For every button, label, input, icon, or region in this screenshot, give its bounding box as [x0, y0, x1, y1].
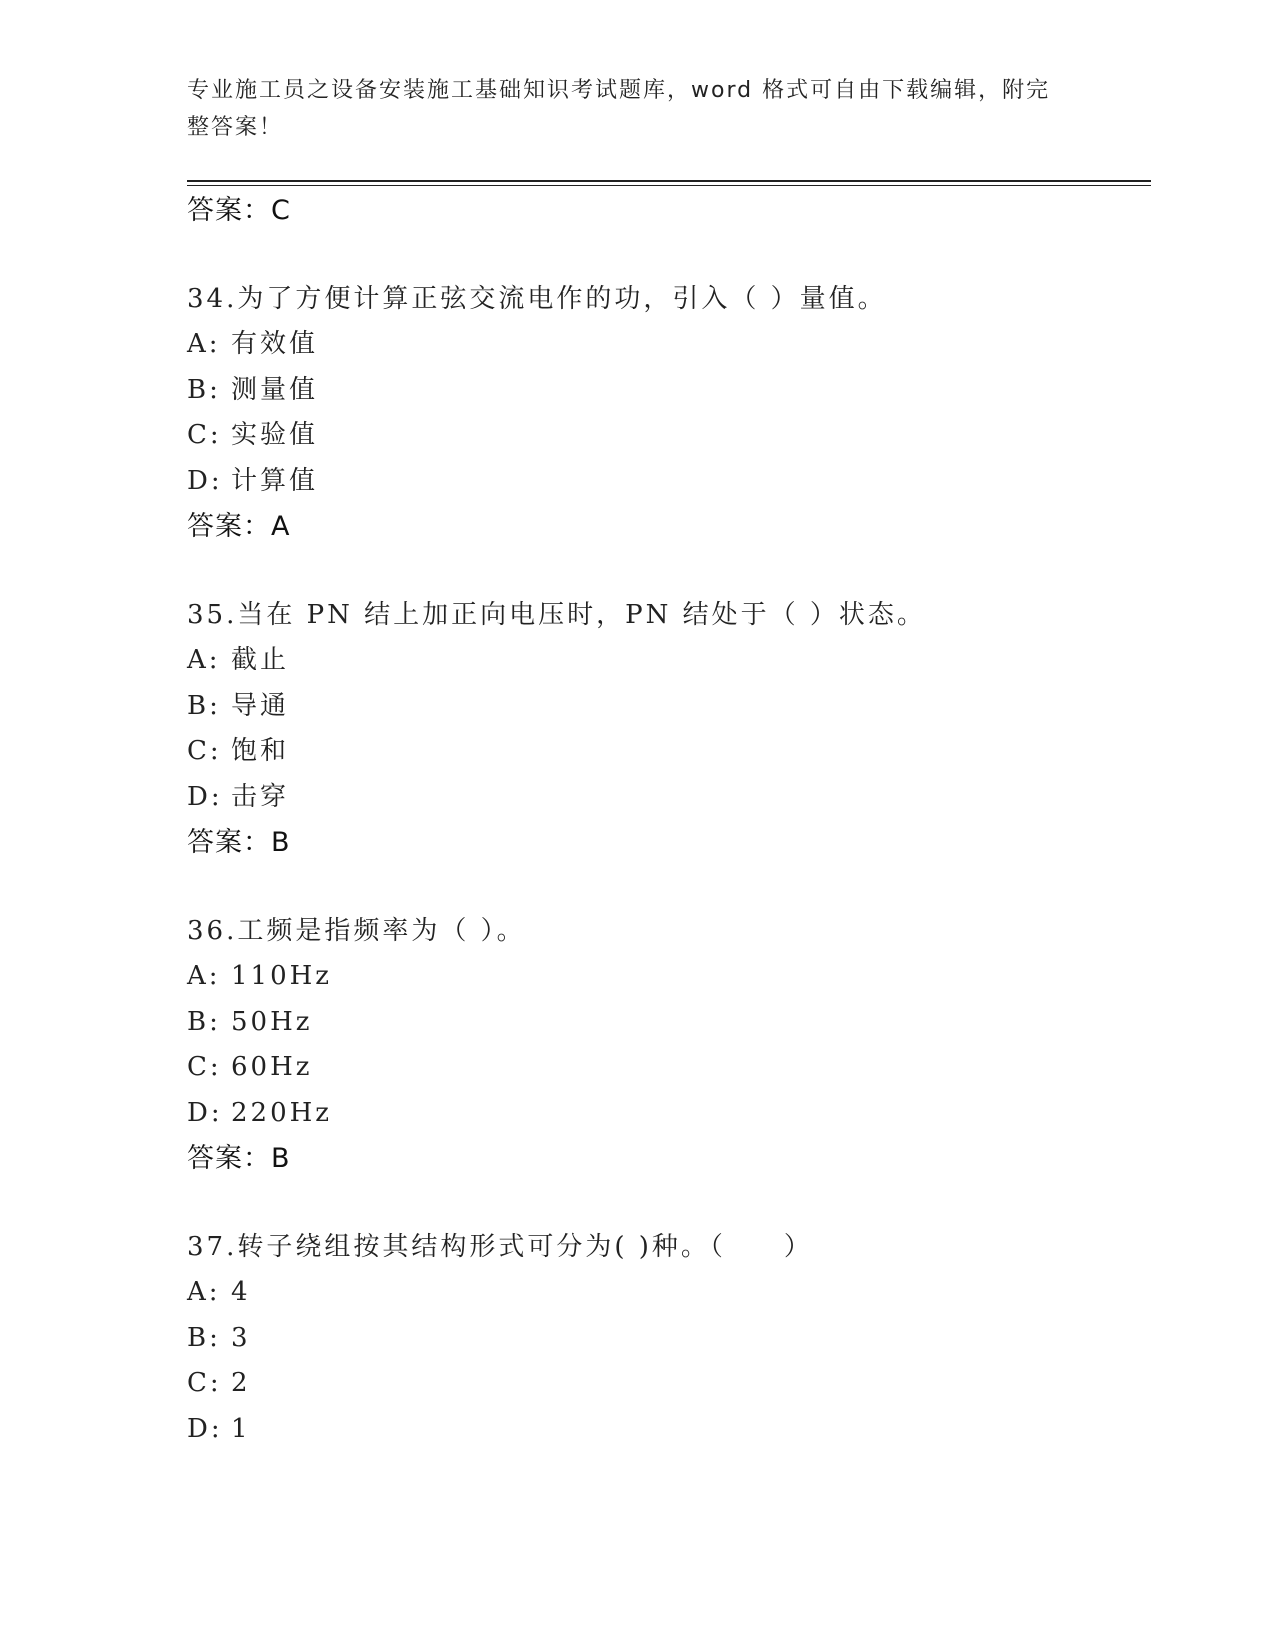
option-b [187, 684, 1151, 730]
option-text: 2 [231, 1368, 251, 1398]
option-letter: C: [187, 736, 222, 766]
option-a [187, 638, 1151, 684]
option-text: 有效值 [231, 329, 319, 359]
question-answer: 答案：A [187, 511, 291, 542]
question-34 [187, 276, 1151, 550]
option-text: 导通 [231, 690, 290, 721]
question-answer: 答案：B [187, 1143, 291, 1174]
option-a [187, 1270, 1151, 1316]
option-letter: A: [187, 1277, 221, 1307]
option-text: 击穿 [231, 781, 290, 812]
option-letter: B: [187, 1006, 221, 1037]
question-text: 37.转子绕组按其结构形式可分为( )种。（ ） [187, 1232, 813, 1262]
option-text: 实验值 [231, 420, 319, 450]
question-37 [187, 1224, 1151, 1452]
question-text: 36.工频是指频率为（ ）。 [187, 916, 526, 946]
option-d [187, 459, 1151, 505]
option-c [187, 1045, 1151, 1091]
option-a [187, 322, 1151, 368]
option-c [187, 1361, 1151, 1407]
header-rule-thick [187, 180, 1151, 182]
option-letter: D: [187, 781, 223, 812]
option-b [187, 368, 1151, 414]
option-text: 3 [231, 1322, 251, 1353]
option-letter: B: [187, 374, 221, 405]
option-text: 4 [231, 1277, 251, 1307]
option-b [187, 1000, 1151, 1046]
option-text: 截止 [231, 645, 290, 675]
option-letter: C: [187, 1368, 222, 1398]
option-a [187, 954, 1151, 1000]
header-line-2: 整答案！ [187, 115, 284, 140]
option-text: 50Hz [231, 1006, 313, 1037]
option-text: 110Hz [231, 961, 332, 991]
option-letter: D: [187, 465, 223, 496]
question-answer: 答案：B [187, 827, 291, 858]
option-letter: A: [187, 645, 221, 675]
question-36 [187, 908, 1151, 1182]
option-letter: C: [187, 420, 222, 450]
option-d [187, 1407, 1151, 1453]
question-35 [187, 592, 1151, 866]
option-d [187, 1091, 1151, 1137]
option-text: 1 [231, 1413, 251, 1444]
option-letter: B: [187, 1322, 221, 1353]
option-letter: D: [187, 1413, 223, 1444]
question-text: 34.为了方便计算正弦交流电作的功，引入（ ）量值。 [187, 284, 887, 314]
option-d [187, 775, 1151, 821]
header-rule-thin [187, 185, 1151, 186]
option-c [187, 413, 1151, 459]
option-text: 60Hz [231, 1052, 313, 1082]
option-text: 220Hz [231, 1097, 332, 1128]
previous-answer: 答案：C [187, 195, 291, 226]
option-c [187, 729, 1151, 775]
option-text: 饱和 [231, 736, 290, 766]
option-letter: B: [187, 690, 221, 721]
option-b [187, 1316, 1151, 1362]
option-text: 计算值 [231, 465, 319, 496]
document-header [187, 72, 1067, 146]
option-text: 测量值 [231, 374, 319, 405]
question-text: 35.当在 PN 结上加正向电压时，PN 结处于（ ）状态。 [187, 600, 926, 630]
option-letter: A: [187, 329, 221, 359]
option-letter: D: [187, 1097, 223, 1128]
option-letter: A: [187, 961, 221, 991]
question-list [187, 188, 1151, 1452]
option-letter: C: [187, 1052, 222, 1082]
header-line-1: 专业施工员之设备安装施工基础知识考试题库，word 格式可自由下载编辑，附完 [187, 78, 1051, 103]
